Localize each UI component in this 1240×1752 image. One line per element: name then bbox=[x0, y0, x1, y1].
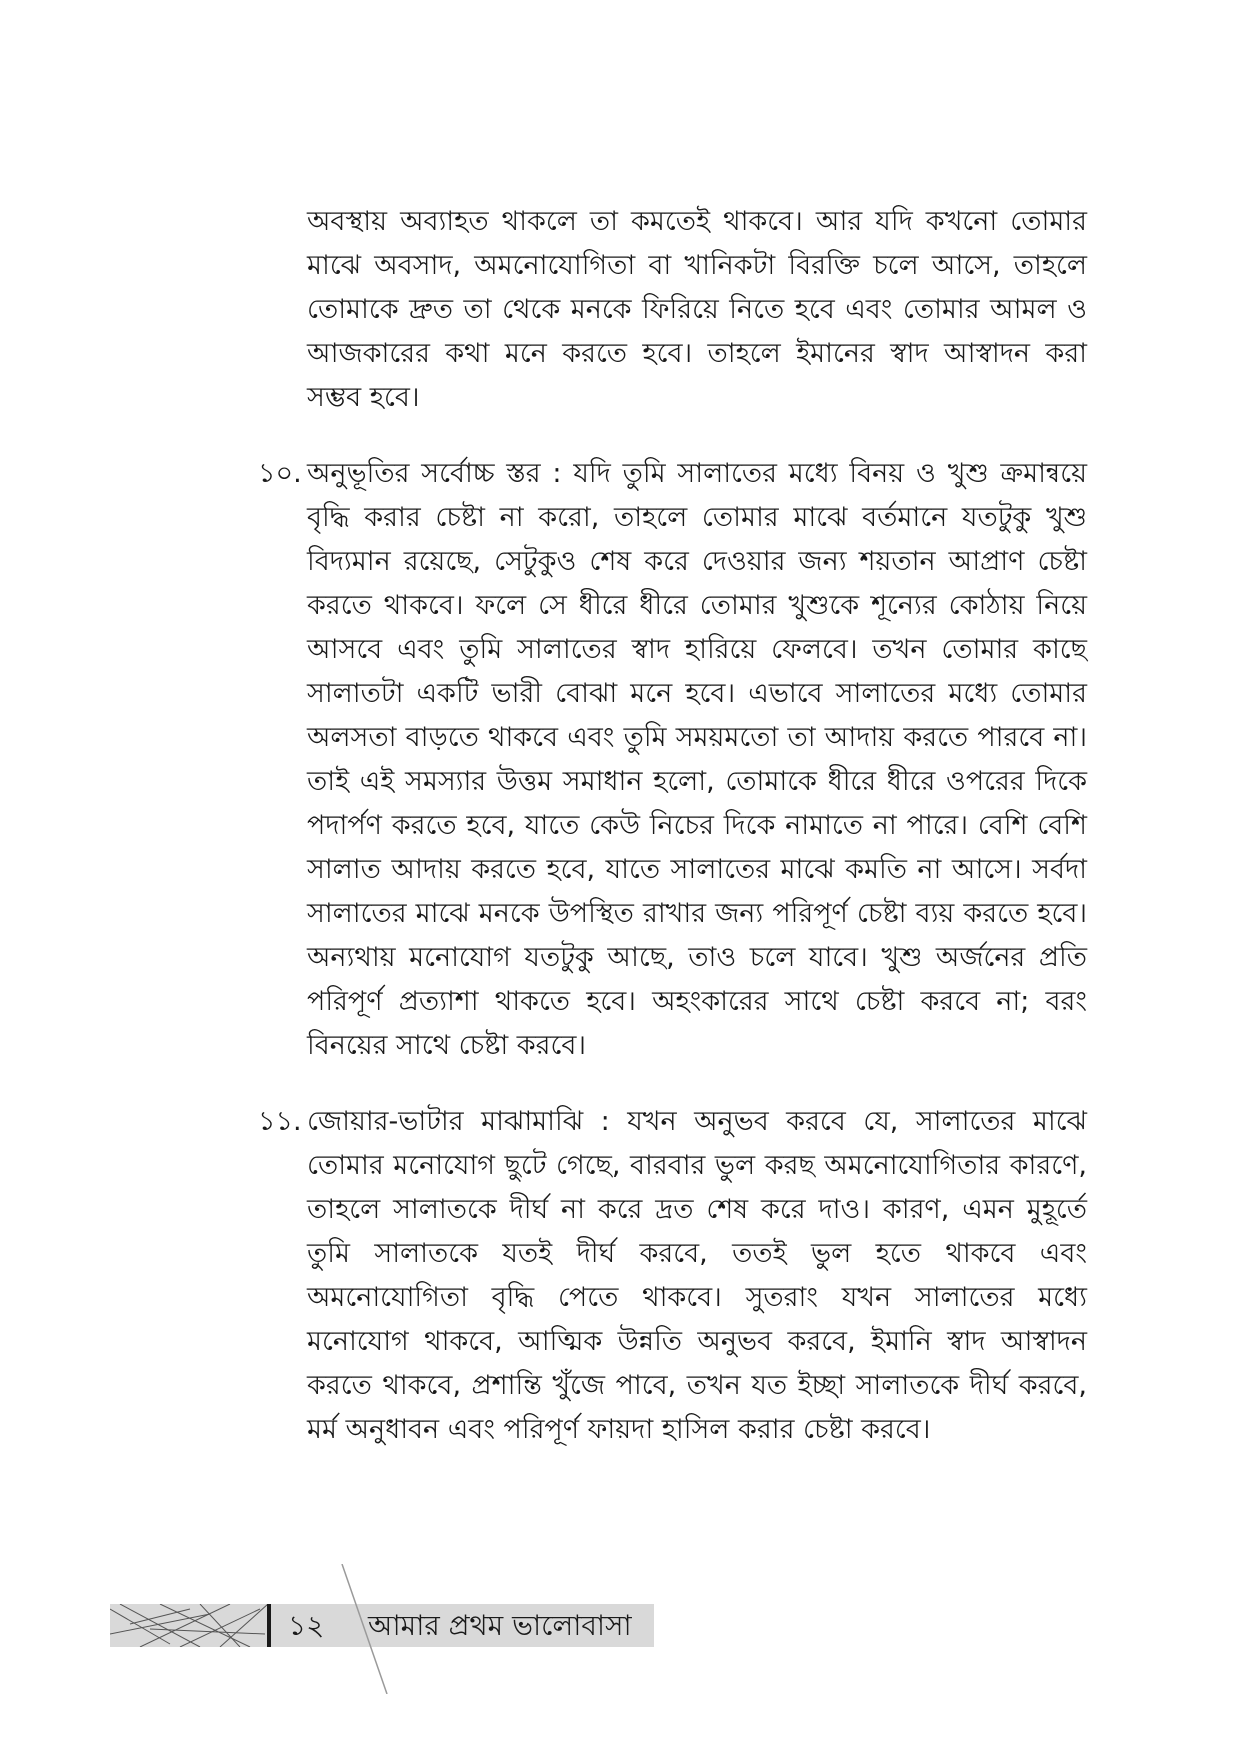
line-pattern-icon bbox=[110, 1604, 270, 1647]
list-item-number: ১০. bbox=[258, 458, 302, 489]
list-item-title: জোয়ার-ভাটার মাঝামাঝি : bbox=[307, 1106, 610, 1137]
page-number: ১২ bbox=[288, 1609, 325, 1642]
continued-paragraph: অবস্থায় অব্যাহত থাকলে তা কমতেই থাকবে। আর যদি কখনো তোমার মাঝে অবসাদ, অমনোযোগিতা বা খানিকটা বিরক্তি চলে আসে, তাহলে তোমাকে দ্রুত তা থেকে মনকে ফিরিয়ে নিতে হবে এবং তোমার আমল ও আজকারের কথা মনে করতে হবে। তাহলে ইমানের স্বাদ আস্বাদন করা সম্ভব হবে। bbox=[307, 206, 1087, 413]
page-footer bbox=[110, 1604, 654, 1647]
list-item-text: যখন অনুভব করবে যে, সালাতের মাঝে তোমার মনোযোগ ছুটে গেছে, বারবার ভুল করছ অমনোযোগিতার কারণে, তাহলে সালাতকে দীর্ঘ না করে দ্রত শেষ করে দাও। কারণ, এমন মুহূর্তে তুমি সালাতকে যতই দীর্ঘ করবে, ততই ভুল হতে থাকবে এবং অমনোযোগিতা বৃদ্ধি পেতে থাকবে। সুতরাং যখন সালাতের মধ্যে মনোযোগ থাকবে, আত্মিক উন্নতি অনুভব করবে, ইমানি স্বাদ আস্বাদন করতে থাকবে, প্রশান্তি খুঁজে পাবে, তখন যত ইচ্ছা সালাতকে দীর্ঘ করবে, মর্ম অনুধাবন এবং পরিপূর্ণ ফায়দা হাসিল করার চেষ্টা করবে। bbox=[307, 1106, 1087, 1445]
footer-divider bbox=[267, 1604, 271, 1647]
list-item-text: যদি তুমি সালাতের মধ্যে বিনয় ও খুশু ক্রমান্বয়ে বৃদ্ধি করার চেষ্টা না করো, তাহলে তোমার মাঝে বর্তমানে যতটুকু খুশু বিদ্যমান রয়েছে, সেটুকুও শেষ করে দেওয়ার জন্য শয়তান আপ্রাণ চেষ্টা করতে থাকবে। ফলে সে ধীরে ধীরে তোমার খুশুকে শূন্যের কোঠায় নিয়ে আসবে এবং তুমি সালাতের স্বাদ হারিয়ে ফেলবে। তখন তোমার কাছে সালাতটা একটি ভারী বোঝা মনে হবে। এভাবে সালাতের মধ্যে তোমার অলসতা বাড়তে থাকবে এবং তুমি সময়মতো তা আদায় করতে পারবে না। তাই এই সমস্যার উত্তম সমাধান হলো, তোমাকে ধীরে ধীরে ওপরের দিকে পদার্পণ করতে হবে, যাতে কেউ নিচের দিকে নামাতে না পারে। বেশি বেশি সালাত আদায় করতে হবে, যাতে সালাতের মাঝে কমতি না আসে। সর্বদা সালাতের মাঝে মনকে উপস্থিত রাখার জন্য পরিপূর্ণ চেষ্টা ব্যয় করতে হবে। অন্যথায় মনোযোগ যতটুকু আছে, তাও চলে যাবে। খুশু অর্জনের প্রতি পরিপূর্ণ প্রত্যাশা থাকতে হবে। অহংকারের সাথে চেষ্টা করবে না; বরং বিনয়ের সাথে চেষ্টা করবে। bbox=[307, 458, 1087, 1061]
book-title: আমার প্রথম ভালোবাসা bbox=[368, 1609, 632, 1642]
list-item-number: ১১. bbox=[258, 1106, 302, 1137]
list-item-body bbox=[307, 452, 1087, 1068]
list-item-11 bbox=[258, 1100, 1087, 1452]
list-item-title: অনুভূতির সর্বোচ্চ স্তর : bbox=[307, 458, 562, 489]
list-item-10 bbox=[258, 452, 1087, 1068]
list-item-body bbox=[307, 1100, 1087, 1452]
